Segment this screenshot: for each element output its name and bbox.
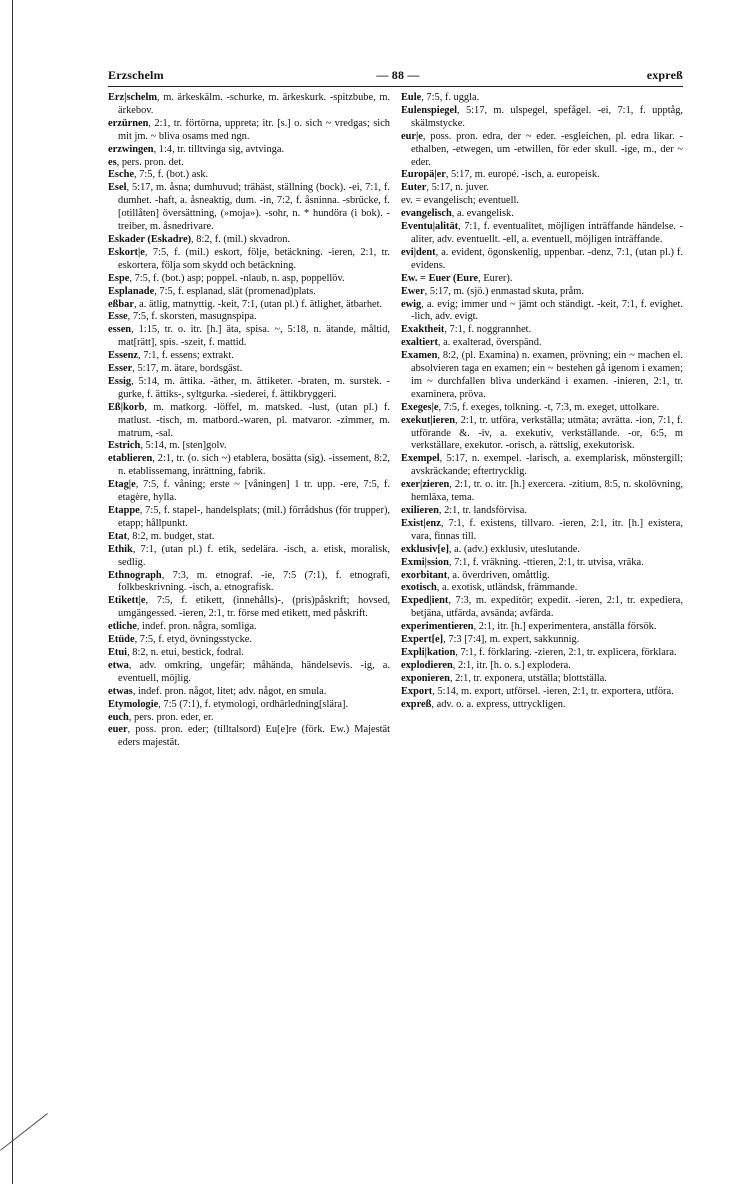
dictionary-entry: Etüde, 7:5, f. etyd, övningsstycke. [108,634,253,646]
dictionary-entry: Etat, 8:2, m. budget, stat. [108,530,215,542]
dictionary-entry: Examen, 8:2, (pl. Examina) n. examen, prövning; ein ~ machen el. absolvieren taga en examen; ein ~ bestehen gå igenom i examen; im ~ durchfallen bliva underkänd i examen. -inieren, 2:1, tr. examinera, pröva. [401,350,683,400]
dictionary-entry: Eventu|alität, 7:1, f. eventualitet, möjligen inträffande händelse. -aliter, adv. eventuellt. -ell, a. eventuell, möjligen inträffande. [401,221,683,245]
dictionary-entry: Export, 5:14, m. export, utförsel. -ieren, 2:1, tr. exportera, utföra. [401,685,674,697]
dictionary-entry: Etymologie, 7:5 (7:1), f. etymologi, ordhärledning[slära]. [108,698,349,710]
dictionary-entry: exekut|ieren, 2:1, tr. utföra, verkställa; utmäta; avrätta. -ion, 7:1, f. utförande &. -iv, a. exekutiv, verkställande. -or, 6:5, m verkställare, exekutor. -orisch, a. rättslig, exekutorisk. [401,414,683,452]
dictionary-entry: Espe, 7:5, f. (bot.) asp; poppel. -nlaub, n. asp, poppellöv. [108,272,345,284]
dictionary-entry: Etui, 8:2, n. etui, bestick, fodral. [108,646,244,658]
left-column [108,92,390,750]
dictionary-entry: etwas, indef. pron. något, litet; adv. något, en smula. [108,685,327,697]
page-corner-line [0,1113,73,1182]
dictionary-entry: exponieren, 2:1, tr. exponera, utställa; blottställa. [401,672,607,684]
dictionary-entry: Eule, 7:5, f. uggla. [401,92,480,103]
dictionary-entry: Ew. = Euer (Eure, Eurer). [401,272,513,284]
running-header [108,68,683,86]
dictionary-entry: Essig, 5:14, m. ättika. -äther, m. ättiketer. -braten, m. surstek. -gurke, f. ättiks-, syltgurka. -siederei, f. ättikbryggeri. [108,375,390,400]
header-last-word: expreß [646,68,683,82]
dictionary-entry: Ethnograph, 7:3, m. etnograf. -ie, 7:5 (7:1), f. etnografi, folkbeskrivning. -isch, a. etnografisk. [108,569,390,594]
dictionary-entry: Esse, 7:5, f. skorsten, masugnspipa. [108,311,257,323]
dictionary-entry: euer, poss. pron. eder; (tilltalsord) Eu[e]re (förk. Ew.) Majestät eders majestät. [108,724,390,749]
dictionary-entry: Exempel, 5:17, n. exempel. -larisch, a. exemplarisk, mönstergill; avskräckande; eftertrycklig. [401,453,683,478]
dictionary-entry: Eulenspiegel, 5:17, m. ulspegel, spefågel. -ei, 7:1, f. upptåg, skälmstycke. [401,104,683,129]
dictionary-entry: evi|dent, a. evident, ögonskenlig, uppenbar. -denz, 7:1, (utan pl.) f. evidens. [401,246,683,271]
dictionary-entry: exorbitant, a. överdriven, omåttlig. [401,569,550,581]
dictionary-entry: experimentieren, 2:1, itr. [h.] experimentera, anställa försök. [401,621,657,633]
dictionary-entry: Etag|e, 7:5, f. våning; erste ~ [våningen] 1 tr. upp. -ere, 7:5, f. etagère, hylla. [108,479,390,504]
dictionary-entry: Eß|korb, m. matkorg. -löffel, m. matsked. -lust, (utan pl.) f. matlust. -tisch, m. matbord.-waren, pl. matvaror. -zimmer, m. matrum, -sal. [108,401,390,439]
dictionary-entry: Expli|kation, 7:1, f. förklaring. -zieren, 2:1, tr. explicera, förklara. [401,646,677,658]
dictionary-entry: exilieren, 2:1, tr. landsförvisa. [401,505,527,516]
dictionary-entry: Etikett|e, 7:5, f. etikett, (innehålls)-, (pris)påskrift; hovsed, umgängessed. -ieren, 2:1, tr. förse med etikett, med påskrift. [108,595,390,620]
dictionary-entry: Eskader (Eskadre), 8:2, f. (mil.) skvadron. [108,233,291,245]
dictionary-entry: Esche, 7:5, f. (bot.) ask. [108,169,209,181]
dictionary-entry: exklusiv[e], a. (adv.) exklusiv, uteslutande. [401,543,581,555]
dictionary-entry: ewig, a. evig; immer und ~ jämt och ständigt. -keit, 7:1, f. evighet. -lich, adv. evigt. [401,298,683,323]
dictionary-entry: es, pers. pron. det. [108,156,184,168]
dictionary-entry: Ethik, 7:1, (utan pl.) f. etik, sedelära. -isch, a. etisk, moralisk, sedlig. [108,543,390,568]
right-column [401,92,683,712]
dictionary-entry: Exaktheit, 7:1, f. noggrannhet. [401,324,532,336]
dictionary-entry: Eskort|e, 7:5, f. (mil.) eskort, följe, betäckning. -ieren, 2:1, tr. eskortera, följa som skydd och betäckning. [108,246,390,271]
dictionary-entry: Erz|schelm, m. ärkeskälm. -schurke, m. ärkeskurk. -spitzbube, m. ärkebov. [108,92,390,116]
dictionary-entry: Euter, 5:17, n. juver. [401,182,490,194]
dictionary-entry: Etappe, 7:5, f. stapel-, handelsplats; (mil.) förrådshus (för trupper), etapp; hållpunkt. [108,505,390,529]
dictionary-entry: exotisch, a. exotisk, utländsk, främmande. [401,582,578,594]
dictionary-entry: eßbar, a. ätlig, matnyttig. -keit, 7:1, (utan pl.) f. ätlighet, ätbarhet. [108,298,383,310]
header-rule [108,86,683,87]
header-first-word: Erzschelm [108,68,164,82]
dictionary-entry: Esser, 5:17, m. ätare, bordsgäst. [108,363,243,375]
dictionary-entry: evangelisch, a. evangelisk. [401,208,514,220]
dictionary-entry: eur|e, poss. pron. edra, der ~ eder. -esgleichen, pl. edra likar. -ethalben, -etwegen, um -etwillen, för eder skull. -ige, m., der ~ eder. [401,130,683,168]
dictionary-entry: Estrich, 5:14, m. [sten]golv. [108,440,227,452]
dictionary-entry: Exped|ient, 7:3, m. expeditör; expedit. -ieren, 2:1, tr. expediera, betjäna, utfärda, avsända; avfärda. [401,595,683,620]
page-number: — 88 — [376,68,420,82]
dictionary-entry: euch, pers. pron. eder, er. [108,711,214,723]
dictionary-entry: Exeges|e, 7:5, f. exeges, tolkning. -t, 7:3, m. exeget, uttolkare. [401,401,660,413]
dictionary-entry: Esplanade, 7:5, f. esplanad, slät (promenad)plats. [108,285,316,297]
dictionary-entry: erzwingen, 1:4, tr. tilltvinga sig, avtvinga. [108,143,285,155]
dictionary-entry: Esel, 5:17, m. åsna; dumhuvud; trähäst, ställning (bock). -ei, 7:1, f. dumhet. -haft, a. åsneaktig, dum. -in, 7:2, f. åsninna. -sbrücke, f. [otillåten] översättning, (»moja»). -sohr, n. * hundöra (i bok). -treiber, m. åsnedrivare. [108,182,390,233]
dictionary-entry: Exist|enz, 7:1, f. existens, tillvaro. -ieren, 2:1, itr. [h.] existera, vara, finnas till. [401,517,683,542]
dictionary-entry: explodieren, 2:1, itr. [h. o. s.] explodera. [401,659,571,671]
dictionary-entry: expreß, adv. o. a. express, uttryckligen. [401,698,566,710]
dictionary-entry: exer|zieren, 2:1, tr. o. itr. [h.] exercera. -zitium, 8:5, n. skolövning, hemläxa, tema. [401,479,683,504]
dictionary-entry: ev. = evangelisch; eventuell. [401,195,519,207]
dictionary-entry: etwa, adv. omkring, ungefär; måhända, händelsevis. -ig, a. eventuell, möjlig. [108,659,390,684]
dictionary-entry: erzürnen, 2:1, tr. förtörna, uppreta; itr. [s.] o. sich ~ vredgas; sich mit jm. ~ bliva osams med ngn. [108,117,390,142]
dictionary-entry: exaltiert, a. exalterad, överspänd. [401,337,542,349]
dictionary-entry: Exmi|ssion, 7:1, f. vräkning. -ttieren, 2:1, tr. utvisa, vräka. [401,556,644,568]
dictionary-entry: etablieren, 2:1, tr. (o. sich ~) etablera, bosätta (sig). -issement, 8:2, n. etablissemang, inrättning, fabrik. [108,453,390,478]
dictionary-entry: Essenz, 7:1, f. essens; extrakt. [108,350,234,362]
dictionary-entry: Expert[e], 7:3 [7:4], m. expert, sakkunnig. [401,634,580,646]
dictionary-entry: essen, 1:15, tr. o. itr. [h.] äta, spisa. ~, 5:18, n. ätande, måltid, mat[rätt], spis. -szeit, f. mattid. [108,324,390,349]
dictionary-entry: etliche, indef. pron. några, somliga. [108,621,257,633]
page-edge-line [12,0,13,1184]
dictionary-entry: Ewer, 5:17, m. (sjö.) enmastad skuta, pråm. [401,285,584,297]
dictionary-entry: Europä|er, 5:17, m. europé. -isch, a. europeisk. [401,169,600,181]
